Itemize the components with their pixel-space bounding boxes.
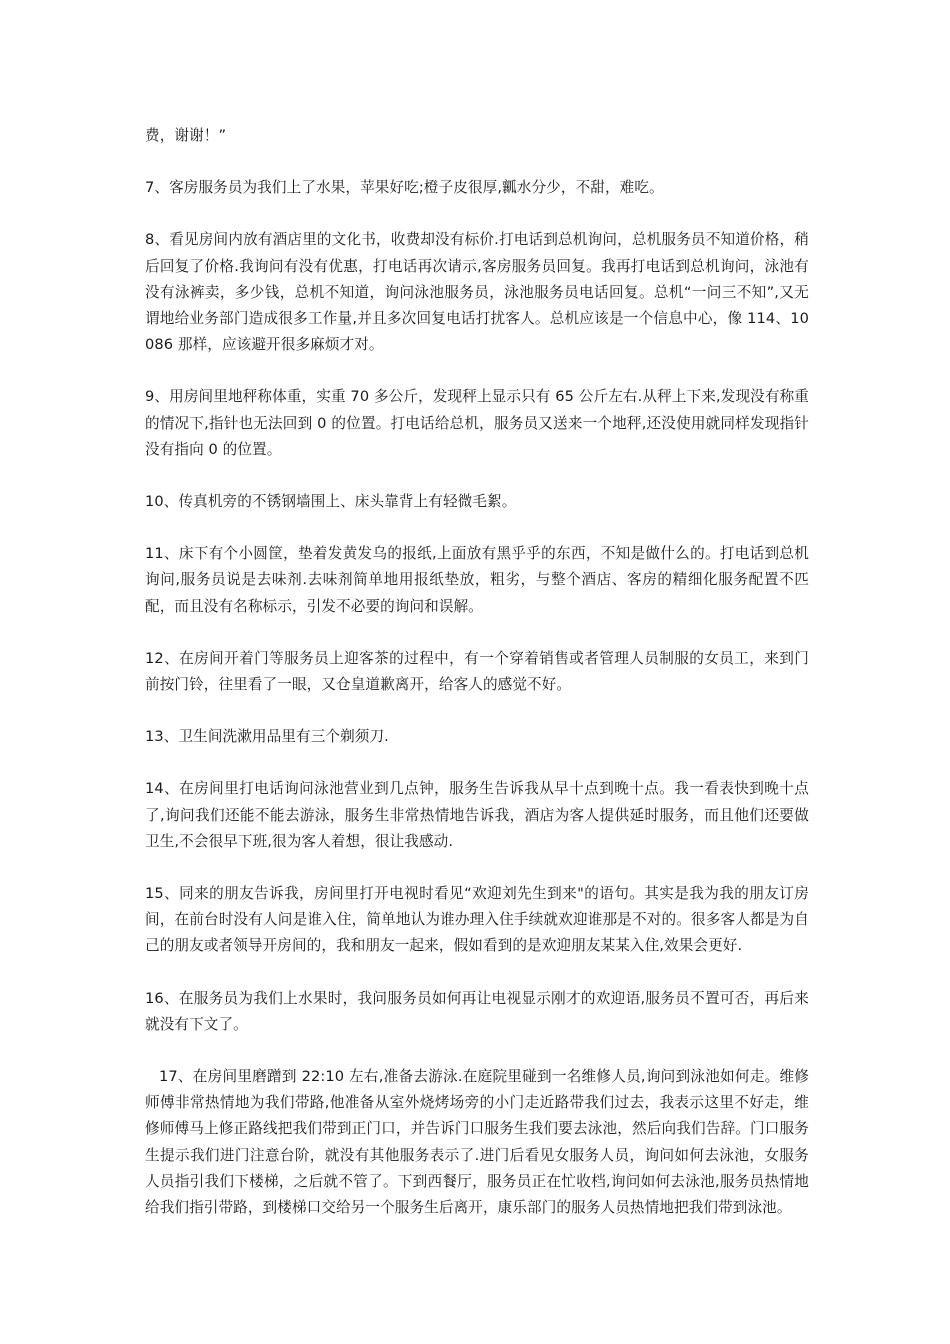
paragraph-item-10: 10、传真机旁的不锈钢墙围上、床头靠背上有轻微毛絮。 [145,493,517,511]
paragraph-item-17: 17、在房间里磨蹭到 22:10 左右,准备去游泳.在庭院里碰到一名维修人员,询问到泳池如何走。维修师傅非常热情地为我们带路,他准备从室外烧烤场旁的小门走近路带我们过去，我表示这里不好走，维修师傅马上修正路线把我们带到正门口，并告诉门口服务生我们要去泳池，然后向我们告辞。门口服务生提示我们进门注意台阶，就没有其他服务表示了.进门后看见女服务人员，询问如何去泳池，女服务人员指引我们下楼梯，之后就不管了。下到西餐厅，服务员正在忙收档,询问如何去泳池,服务员热情地给我们指引带路，到楼梯口交给另一个服务生后离开，康乐部门的服务人员热情地把我们带到泳池。 [145,1068,809,1217]
paragraph-item-8: 8、看见房间内放有酒店里的文化书，收费却没有标价.打电话到总机询问，总机服务员不知道价格，稍后回复了价格.我询问有没有优惠，打电话再次请示,客房服务员回复。我再打电话到总机询问，泳池有没有泳裤卖，多少钱，总机不知道，询问泳池服务员，泳池服务员电话回复。总机“一问三不知”,又无谓地给业务部门造成很多工作量,并且多次回复电话打扰客人。总机应该是一个信息中心，像 114、10086 那样，应该避开很多麻烦才对。 [145,231,809,354]
paragraph-item-9: 9、用房间里地秤称体重，实重 70 多公斤，发现秤上显示只有 65 公斤左右.从秤上下来,发现没有称重的情况下,指针也无法回到 0 的位置。打电话给总机，服务员又送来一个地秤,还没使用就同样发现指针没有指向 0 的位置。 [145,388,809,458]
paragraph-item-14: 14、在房间里打电话询问泳池营业到几点钟，服务生告诉我从早十点到晚十点。我一看表快到晚十点了,询问我们还能不能去游泳，服务生非常热情地告诉我，酒店为客人提供延时服务，而且他们还要做卫生,不会很早下班,很为客人着想，很让我感动. [145,780,809,850]
paragraph-item-11: 11、床下有个小圆筐，垫着发黄发乌的报纸,上面放有黑乎乎的东西，不知是做什么的。打电话到总机询问,服务员说是去味剂.去味剂简单地用报纸垫放，粗劣，与整个酒店、客房的精细化服务配置不匹配，而且没有名称标示，引发不必要的询问和误解。 [145,545,809,615]
paragraph-item-13: 13、卫生间洗漱用品里有三个剃须刀. [145,728,389,746]
paragraph-continuation: 费，谢谢！” [145,127,227,144]
paragraph-item-7: 7、客房服务员为我们上了水果，苹果好吃;橙子皮很厚,瓤水分少，不甜，难吃。 [145,179,664,197]
paragraph-item-12: 12、在房间开着门等服务员上迎客茶的过程中，有一个穿着销售或者管理人员制服的女员工，来到门前按门铃，往里看了一眼，又仓皇道歉离开，给客人的感觉不好。 [145,649,809,694]
paragraph-item-16: 16、在服务员为我们上水果时，我问服务员如何再让电视显示刚才的欢迎语,服务员不置可否，再后来就没有下文了。 [145,989,809,1033]
document-body [145,123,809,1247]
paragraph-item-15: 15、同来的朋友告诉我，房间里打开电视时看见“欢迎刘先生到来"的语句。其实是我为我的朋友订房间，在前台时没有人问是谁入住，简单地认为谁办理入住手续就欢迎谁那是不对的。很多客人都是为自己的朋友或者领导开房间的，我和朋友一起来，假如看到的是欢迎朋友某某入住,效果会更好. [145,885,809,955]
